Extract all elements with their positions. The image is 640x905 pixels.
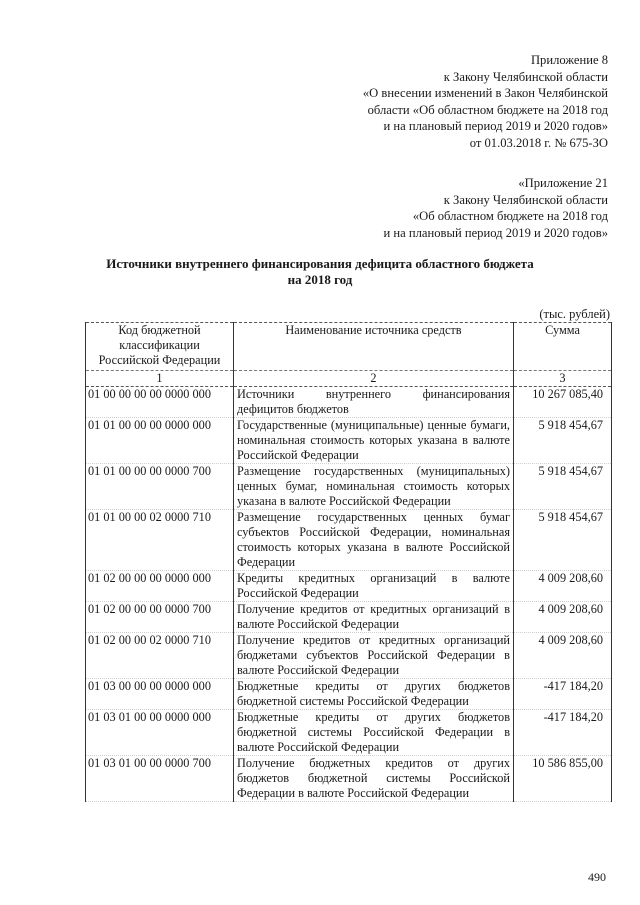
- table-row: [86, 602, 612, 633]
- financing-sources-table: [85, 322, 612, 802]
- row-code: 01 02 00 00 00 0000 000: [86, 571, 234, 602]
- column-number: 1: [86, 371, 234, 387]
- row-sum: -417 184,20: [514, 710, 612, 756]
- table-header-row: [86, 323, 612, 371]
- column-number: 3: [514, 371, 612, 387]
- table-row: [86, 710, 612, 756]
- page-number: 490: [588, 870, 606, 884]
- row-sum: 10 586 855,00: [514, 756, 612, 802]
- header-name: Наименование источника средств: [234, 323, 514, 371]
- header-code-line: классификации: [119, 338, 200, 352]
- row-code: 01 02 00 00 02 0000 710: [86, 633, 234, 679]
- table-row: [86, 571, 612, 602]
- document-title-line: на 2018 год: [287, 272, 353, 287]
- row-code: 01 03 01 00 00 0000 000: [86, 710, 234, 756]
- header-sum: Сумма: [514, 323, 612, 371]
- row-name: Получение кредитов от кредитных организаций бюджетами субъектов Российской Федерации в валюте Российской Федерации: [234, 633, 514, 679]
- document-title: [90, 256, 550, 288]
- appendix-8-line: «О внесении изменений в Закон Челябинской: [362, 86, 608, 100]
- row-name: Государственные (муниципальные) ценные бумаги, номинальная стоимость которых указана в валюте Российской Федерации: [234, 418, 514, 464]
- row-code: 01 03 01 00 00 0000 700: [86, 756, 234, 802]
- column-number-row: [86, 371, 612, 387]
- header-code-line: Код бюджетной: [118, 323, 201, 337]
- row-sum: 5 918 454,67: [514, 510, 612, 571]
- row-sum: 4 009 208,60: [514, 602, 612, 633]
- row-sum: 4 009 208,60: [514, 633, 612, 679]
- table-row: [86, 756, 612, 802]
- row-sum: -417 184,20: [514, 679, 612, 710]
- appendix-8-line: и на плановый период 2019 и 2020 годов»: [383, 119, 608, 133]
- units-label: (тыс. рублей): [539, 307, 610, 321]
- appendix-21-line: к Закону Челябинской области: [443, 192, 608, 207]
- appendix-8-line: от 01.03.2018 г. № 675-ЗО: [469, 135, 608, 150]
- column-number: 2: [234, 371, 514, 387]
- row-name: Получение кредитов от кредитных организаций в валюте Российской Федерации: [234, 602, 514, 633]
- table-row: [86, 464, 612, 510]
- appendix-8-header: [363, 52, 608, 151]
- row-sum: 10 267 085,40: [514, 387, 612, 418]
- row-sum: 4 009 208,60: [514, 571, 612, 602]
- table-row: [86, 510, 612, 571]
- row-code: 01 03 00 00 00 0000 000: [86, 679, 234, 710]
- appendix-8-line: к Закону Челябинской области: [443, 69, 608, 84]
- row-code: 01 01 00 00 02 0000 710: [86, 510, 234, 571]
- row-name: Размещение государственных ценных бумаг субъектов Российской Федерации, номинальная стоимость которых указана в валюте Российской Федерации: [234, 510, 514, 571]
- table-row: [86, 387, 612, 418]
- row-code: 01 01 00 00 00 0000 700: [86, 464, 234, 510]
- header-code: [86, 323, 234, 371]
- appendix-21-line: «Приложение 21: [518, 176, 608, 190]
- row-code: 01 00 00 00 00 0000 000: [86, 387, 234, 418]
- header-code-line: Российской Федерации: [98, 353, 221, 367]
- table-row: [86, 633, 612, 679]
- row-code: 01 01 00 00 00 0000 000: [86, 418, 234, 464]
- row-name: Бюджетные кредиты от других бюджетов бюджетной системы Российской Федерации: [234, 679, 514, 710]
- row-sum: 5 918 454,67: [514, 464, 612, 510]
- appendix-8-line: Приложение 8: [530, 53, 608, 67]
- appendix-8-line: области «Об областном бюджете на 2018 год: [367, 102, 608, 117]
- table-row: [86, 418, 612, 464]
- row-name: Кредиты кредитных организаций в валюте Российской Федерации: [234, 571, 514, 602]
- row-name: Бюджетные кредиты от других бюджетов бюджетной системы Российской Федерации в валюте Российской Федерации: [234, 710, 514, 756]
- appendix-21-line: и на плановый период 2019 и 2020 годов»: [383, 225, 608, 240]
- row-name: Получение бюджетных кредитов от других бюджетов бюджетной системы Российской Федерации в валюте Российской Федерации: [234, 756, 514, 802]
- row-sum: 5 918 454,67: [514, 418, 612, 464]
- table-row: [86, 679, 612, 710]
- appendix-21-line: «Об областном бюджете на 2018 год: [412, 209, 608, 223]
- row-code: 01 02 00 00 00 0000 700: [86, 602, 234, 633]
- document-title-line: Источники внутреннего финансирования дефицита областного бюджета: [106, 256, 534, 271]
- row-name: Размещение государственных (муниципальных) ценных бумаг, номинальная стоимость которых указана в валюте Российской Федерации: [234, 464, 514, 510]
- appendix-21-header: [384, 175, 608, 241]
- row-name: Источники внутреннего финансирования дефицитов бюджетов: [234, 387, 514, 418]
